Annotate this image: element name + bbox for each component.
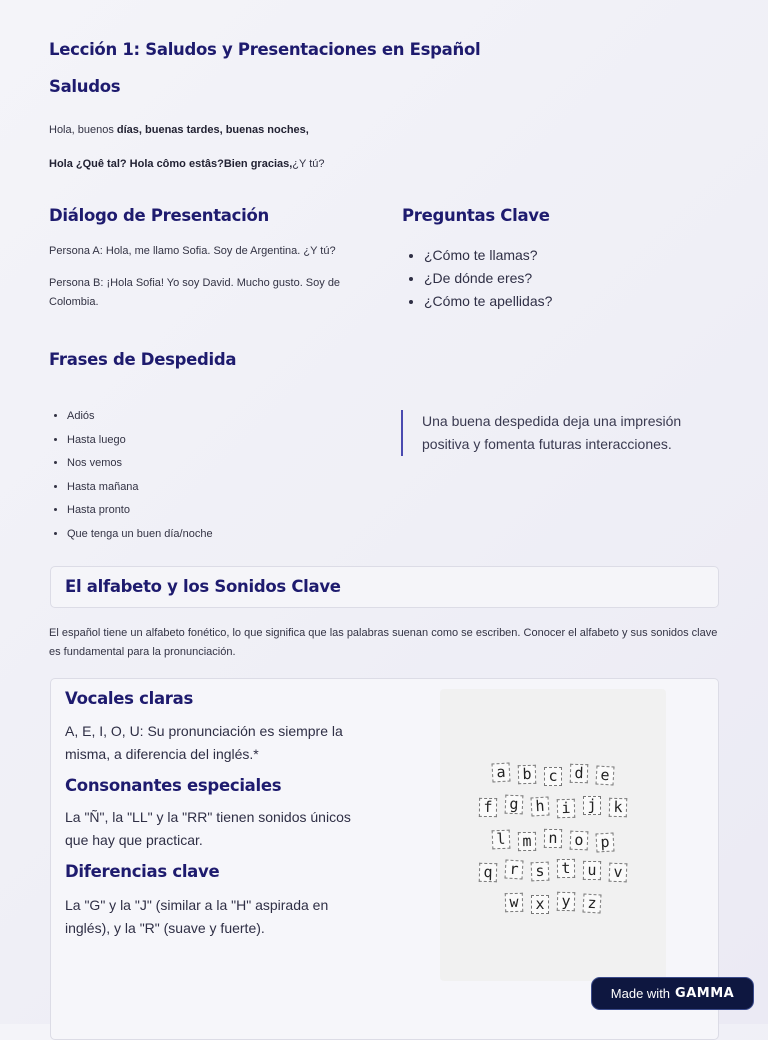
persona-b-line: Persona B: ¡Hola Sofia! Yo soy David. Mucho gusto. Soy de Colombia. — [49, 277, 341, 308]
letter-tile-x: x — [531, 895, 549, 914]
alfabeto-intro: El español tiene un alfabeto fonético, lo que significa que las palabras suenan como se escriben. Conocer el alfabeto y sus sonidos clave es fundamental para la pronunciación. — [49, 627, 718, 658]
letter-tile-f: f — [479, 798, 497, 817]
despedida-list — [49, 409, 213, 550]
letter-tile-w: w — [505, 893, 524, 912]
letter-tile-n: n — [544, 829, 562, 848]
list-item: • ¿Cómo te apellidas? — [424, 293, 552, 309]
saludos-line-1-bold: días, buenas tardes, buenas noches, — [116, 124, 309, 136]
list-item: • Hasta pronto — [67, 503, 213, 527]
letter-tile-s: s — [531, 862, 550, 882]
letter-tile-k: k — [609, 798, 628, 817]
alphabet-letter-tiles — [440, 689, 666, 981]
alfabeto-heading: El alfabeto y los Sonidos Clave — [65, 577, 341, 596]
list-item: • ¿Cómo te llamas? — [424, 247, 552, 263]
saludos-line-1-plain: Hola, buenos — [49, 124, 117, 136]
dialogo-heading: Diálogo de Presentación — [49, 206, 269, 225]
letter-tile-m: m — [518, 832, 536, 851]
diferencias-heading: Diferencias clave — [65, 862, 220, 881]
diferencias-text: La "G" y la "J" (similar a la "H" aspirada en inglés), y la "R" (suave y fuerte). — [65, 897, 329, 936]
letter-tile-p: p — [595, 833, 614, 853]
letter-tile-b: b — [518, 765, 537, 784]
lesson-title: Lección 1: Saludos y Presentaciones en Español — [49, 40, 481, 59]
alfabeto-heading-box — [50, 566, 719, 608]
list-item: • Hasta mañana — [67, 480, 213, 504]
list-item: • ¿De dónde eres? — [424, 270, 552, 286]
list-item: • Adiós — [67, 409, 213, 433]
letter-tile-i: i — [557, 799, 576, 818]
letter-tile-u: u — [583, 861, 601, 880]
saludos-line-2-plain: ¿Y tú? — [292, 158, 325, 170]
consonantes-text: La "Ñ", la "LL" y la "RR" tienen sonidos únicos que hay que practicar. — [65, 809, 351, 848]
letter-tile-z: z — [582, 894, 601, 914]
letter-tile-d: d — [570, 764, 589, 783]
consonantes-heading: Consonantes especiales — [65, 776, 282, 795]
alphabet-image — [440, 689, 666, 981]
saludos-heading: Saludos — [49, 77, 121, 96]
despedida-heading: Frases de Despedida — [49, 350, 237, 369]
letter-tile-a: a — [491, 763, 510, 783]
saludos-line-1 — [49, 121, 309, 140]
list-item: • Que tenga un buen día/noche — [67, 527, 213, 551]
letter-tile-v: v — [609, 863, 628, 883]
preguntas-list — [402, 247, 552, 316]
made-with-gamma-badge[interactable] — [591, 977, 754, 1010]
badge-prefix: Made with — [610, 986, 671, 1001]
letter-tile-y: y — [557, 892, 576, 911]
gamma-logo: GAMMA — [675, 986, 735, 1001]
persona-a-line: Persona A: Hola, me llamo Sofia. Soy de Argentina. ¿Y tú? — [49, 245, 336, 257]
vocales-text: A, E, I, O, U: Su pronunciación es siempre la misma, a diferencia del inglés.* — [65, 723, 343, 762]
letter-tile-q: q — [479, 863, 498, 882]
list-item: • Nos vemos — [67, 456, 213, 480]
letter-tile-g: g — [505, 795, 524, 815]
letter-tile-h: h — [530, 797, 549, 817]
saludos-line-2-bold: Hola ¿Quê tal? Hola cômo estâs?Bien gracias, — [49, 158, 293, 170]
preguntas-heading: Preguntas Clave — [402, 206, 550, 225]
vocales-heading: Vocales claras — [65, 689, 193, 708]
letter-tile-t: t — [557, 859, 575, 878]
letter-tile-r: r — [504, 860, 523, 880]
letter-tile-o: o — [570, 831, 589, 851]
letter-tile-e: e — [595, 766, 614, 786]
letter-tile-c: c — [544, 767, 562, 786]
letter-tile-l: l — [492, 830, 511, 850]
despedida-quote: Una buena despedida deja una impresión positiva y fomenta futuras interacciones. — [401, 410, 722, 456]
list-item: • Hasta luego — [67, 433, 213, 457]
saludos-line-2 — [49, 155, 325, 174]
letter-tile-j: j — [583, 796, 601, 815]
